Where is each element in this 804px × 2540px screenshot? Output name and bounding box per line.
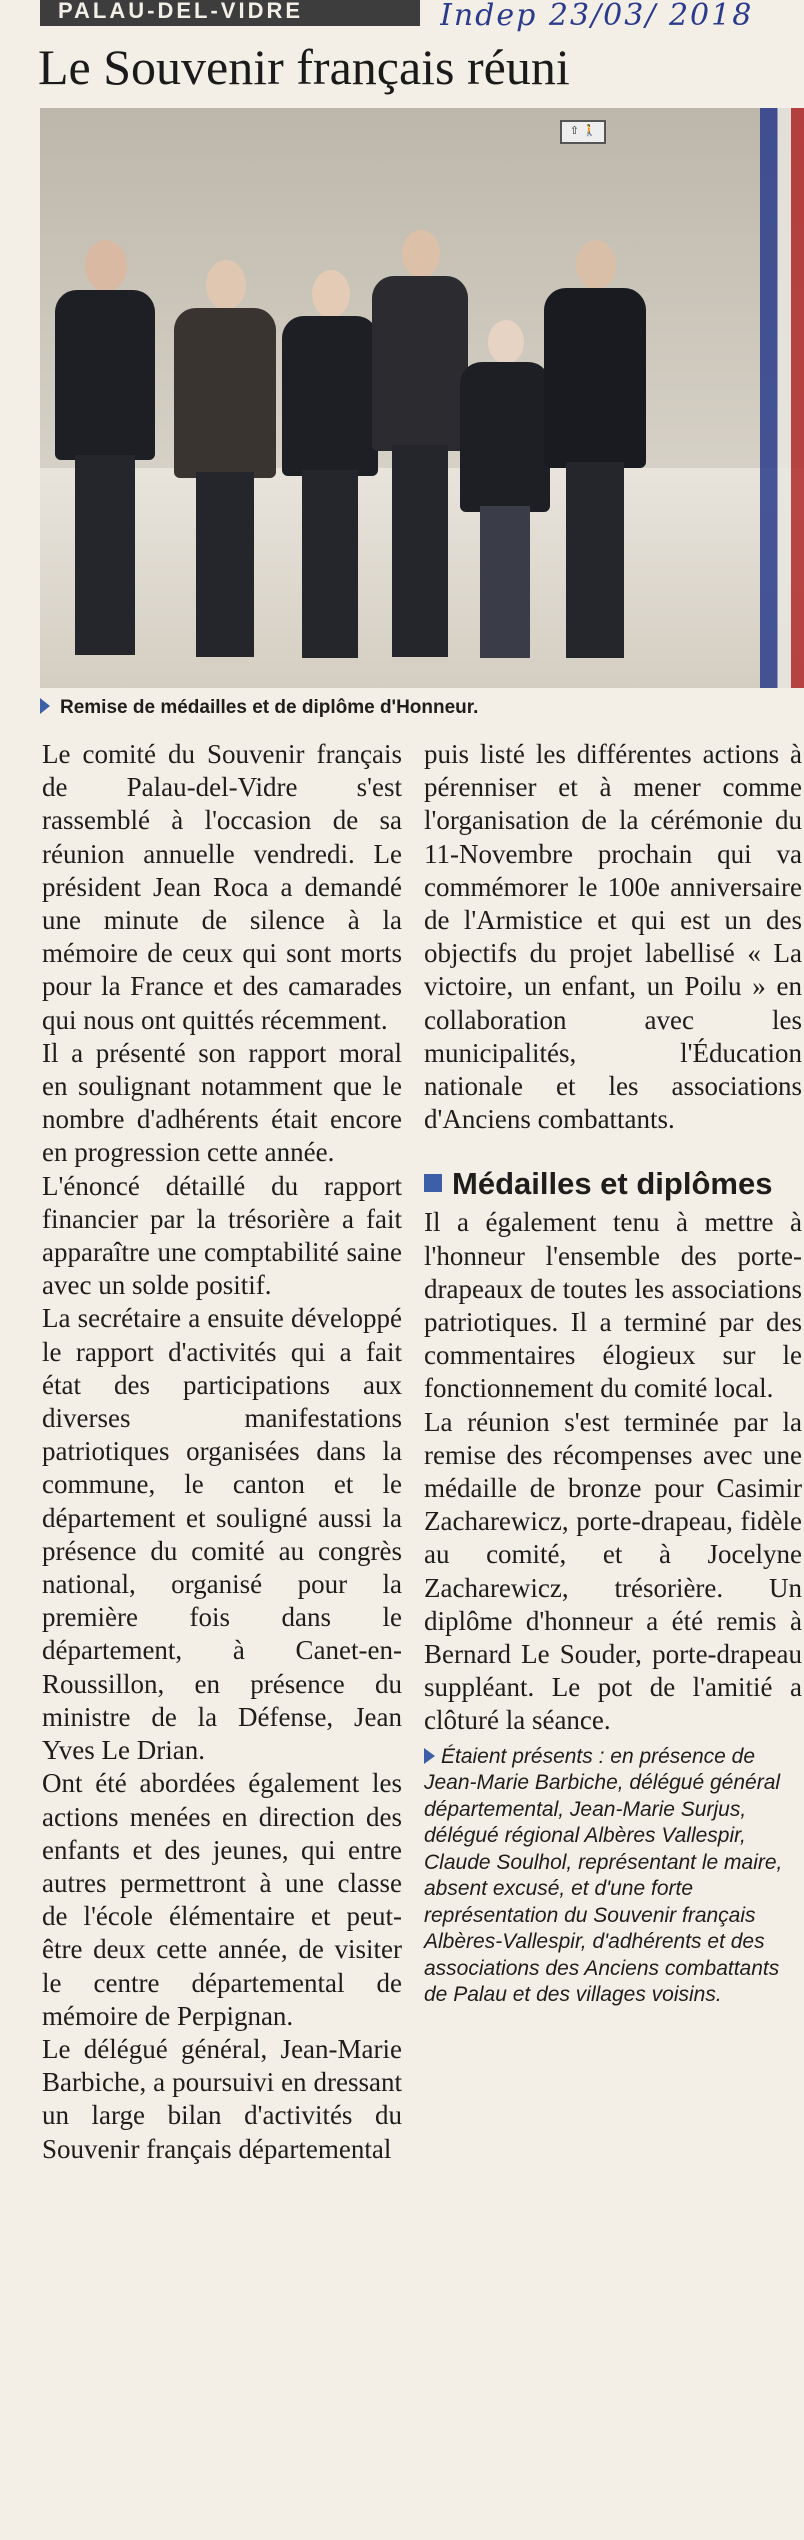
paragraph: La réunion s'est terminée par la remise des récompenses avec une médaille de bronze pour Casimir Zacharewicz, porte-drapeau, fidèle au comité, et à Jocelyne Zacharewicz, trésorière. Un diplôme d'honneur a été remis à Bernard Le Souder, porte-drapeau suppléant. Le pot de l'amitié a clôturé la séance. <box>424 1406 802 1736</box>
person-1 <box>50 240 160 660</box>
exit-sign-icon: ⇧ 🚶 <box>560 120 606 144</box>
person-6 <box>540 240 650 660</box>
attendees-note <box>424 1744 802 2009</box>
article-column-right <box>424 738 802 2009</box>
caption-marker-icon <box>40 698 50 714</box>
headline: Le Souvenir français réuni <box>38 39 570 95</box>
paragraph: Il a présenté son rapport moral en soulignant notamment que le nombre d'adhérents était encore en progression cette année. <box>42 1037 402 1168</box>
person-2 <box>170 260 280 660</box>
person-3 <box>280 270 380 660</box>
person-5 <box>460 320 550 660</box>
section-kicker: PALAU-DEL-VIDRE <box>40 0 420 26</box>
article-column-left <box>42 738 402 2166</box>
paragraph: Le comité du Souvenir français de Palau-del-Vidre s'est rassemblé à l'occasion de sa réunion annuelle vendredi. Le président Jean Roca a demandé une minute de silence à la mémoire de ceux qui sont morts pour la France et des camarades qui nous ont quittés récemment. <box>42 739 402 1035</box>
caption-text: Remise de médailles et de diplôme d'Honneur. <box>60 697 479 718</box>
paragraph: La secrétaire a ensuite développé le rapport d'activités qui a fait état des participations aux diverses manifestations patriotiques organisées dans la commune, le canton et le département et souligné aussi la présence du comité au congrès national, organisé pour la première fois dans le département, à Canet-en-Roussillon, en présence du ministre de la Défense, Jean Yves Le Drian. <box>42 1303 402 1766</box>
section-subheading <box>424 1166 802 1202</box>
paragraph: L'énoncé détaillé du rapport financier par la trésorière a fait apparaître une comptabilité saine avec un solde positif. <box>42 1170 402 1301</box>
article-photo <box>40 108 804 688</box>
flag-icon <box>760 108 804 688</box>
photo-caption <box>40 694 804 724</box>
handwritten-annotation: Indep 23/03/ 2018 <box>440 0 754 32</box>
attendees-text: Étaient présents : en présence de Jean-Marie Barbiche, délégué général départemental, Jean-Marie Surjus, délégué régional Albères Vallespir, Claude Soulhol, représentant le maire, absent excusé, et d'une forte représentation du Souvenir français Albères-Vallespir, d'adhérents et des associations des Anciens combattants de Palau et des villages voisins. <box>424 1744 783 2007</box>
paragraph: Il a également tenu à mettre à l'honneur l'ensemble des porte-drapeaux de toutes les associations patriotiques. Il a terminé par des commentaires élogieux sur le fonctionnement du comité local. <box>424 1207 802 1404</box>
paragraph: Ont été abordées également les actions menées en direction des enfants et des jeunes, qui entre autres permettront à une classe de l'école élémentaire et peut-être deux cette année, de visiter le centre départemental de mémoire de Perpignan. <box>42 1768 402 2031</box>
note-marker-icon <box>424 1748 435 1764</box>
person-4 <box>370 230 470 660</box>
subheading-square-icon <box>424 1174 442 1192</box>
paragraph: Le délégué général, Jean-Marie Barbiche, a poursuivi en dressant un large bilan d'activités du Souvenir français départemental <box>42 2033 402 2164</box>
subheading-text: Médailles et diplômes <box>452 1166 773 1202</box>
paragraph: puis listé les différentes actions à pérenniser et à mener comme l'organisation de la cérémonie du 11-Novembre prochain qui va commémorer le 100e anniversaire de l'Armistice et qui est un des objectifs du projet labellisé « La victoire, un enfant, un Poilu » en collaboration avec les municipalités, l'Éducation nationale et les associations d'Anciens combattants. <box>424 739 802 1135</box>
